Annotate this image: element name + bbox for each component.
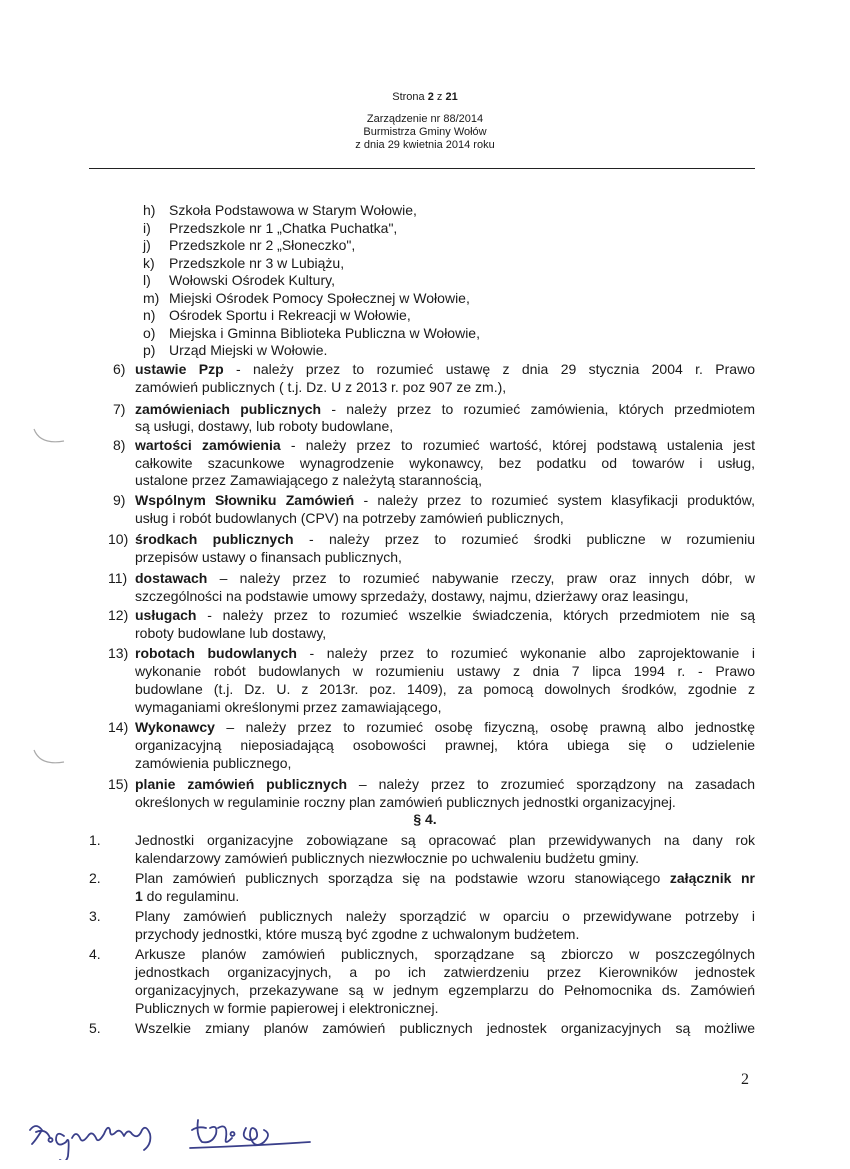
definition-term: Wykonawcy bbox=[135, 719, 215, 735]
definition-line: planie zamówień publicznych – należy przez to zrozumieć sporządzony na zasadach bbox=[135, 776, 755, 792]
paragraph-line: Plan zamówień publicznych sporządza się na podstawie wzoru stanowiącego załącznik nr bbox=[135, 870, 755, 886]
paragraph-number: 4. bbox=[89, 946, 101, 962]
unit-text: Miejska i Gminna Biblioteka Publiczna w Wołowie, bbox=[169, 325, 480, 341]
definition-line: ustalone przez Zamawiającego z należytą starannością, bbox=[135, 472, 483, 488]
definition-line: wartości zamówienia - należy przez to rozumieć wartość, której podstawą ustalenia jest bbox=[135, 437, 755, 453]
definition-line: przepisów ustawy o finansach publicznych, bbox=[135, 549, 402, 565]
definition-line: roboty budowlane lub dostawy, bbox=[135, 625, 327, 641]
unit-text: Wołowski Ośrodek Kultury, bbox=[169, 272, 335, 288]
definition-line: usług i robót budowlanych (CPV) na potrzeby zamówień publicznych, bbox=[135, 510, 564, 526]
unit-text: Miejski Ośrodek Pomocy Społecznej w Wołowie, bbox=[169, 290, 470, 306]
definition-term: usługach bbox=[135, 607, 197, 623]
paragraph-line: Arkusze planów zamówień publicznych, sporządzane są zbiorczo w poszczególnych bbox=[135, 946, 755, 962]
page-separator: z bbox=[436, 91, 443, 103]
paragraph-number: 5. bbox=[89, 1020, 101, 1036]
page-total: 21 bbox=[445, 91, 458, 103]
punch-hole-mark bbox=[30, 425, 70, 449]
definition-term: środkach publicznych bbox=[135, 531, 294, 547]
definition-term: wartości zamówienia bbox=[135, 437, 281, 453]
paragraph-line: organizacyjnych, przekazywane są w jednym egzemplarzu do Pełnomocnika ds. Zamówień bbox=[135, 982, 755, 998]
page-label: Strona bbox=[392, 91, 425, 103]
definition-line: Wykonawcy – należy przez to rozumieć osobę fizyczną, osobę prawną albo jednostkę bbox=[135, 719, 755, 735]
definition-line: ustawie Pzp - należy przez to rozumieć ustawę z dnia 29 stycznia 2004 r. Prawo bbox=[135, 361, 755, 377]
unit-text: Przedszkole nr 1 „Chatka Puchatka", bbox=[169, 220, 398, 236]
definition-line: szczególności na podstawie umowy sprzedaży, dostawy, najmu, dzierżawy oraz leasingu, bbox=[135, 588, 689, 604]
definition-line: środkach publicznych - należy przez to rozumieć środki publiczne w rozumieniu bbox=[135, 531, 755, 547]
paragraph-line: Plany zamówień publicznych należy sporządzić w oparciu o przewidywane potrzeby i bbox=[135, 908, 755, 924]
definition-line: wymaganiami określonymi przez zamawiającego, bbox=[135, 699, 442, 715]
definition-line: zamówień publicznych ( t.j. Dz. U z 2013 r. poz 907 ze zm.), bbox=[135, 379, 507, 395]
page-counter bbox=[0, 91, 850, 104]
unit-text: Ośrodek Sportu i Rekreacji w Wołowie, bbox=[169, 307, 411, 323]
paragraph-line: Jednostki organizacyjne zobowiązane są opracować plan przewidywanych na dany rok bbox=[135, 832, 755, 848]
definition-number: 12) bbox=[108, 607, 129, 623]
definition-line: budowlane (t.j. Dz. U. z 2013r. poz. 1409), za pomocą dowolnych środków, zgodnie z bbox=[135, 681, 755, 697]
definition-number: 8) bbox=[113, 437, 126, 453]
punch-hole-mark bbox=[30, 746, 70, 770]
unit-label: o) bbox=[143, 325, 156, 341]
unit-text: Przedszkole nr 2 „Słoneczko", bbox=[169, 237, 356, 253]
unit-label: k) bbox=[143, 255, 155, 271]
paragraph-line: przychody jednostki, które muszą być zgodne z uchwalonym budżetem. bbox=[135, 926, 580, 942]
unit-label: p) bbox=[143, 342, 156, 358]
paragraph-line: jednostkach organizacyjnych, a po ich zatwierdzeniu przez Kierowników jednostek bbox=[135, 964, 755, 980]
paragraph-number: 2. bbox=[89, 870, 101, 886]
definition-line: organizacyjną nieposiadającą osobowości prawnej, która ubiega się o udzielenie bbox=[135, 737, 755, 753]
order-date: z dnia 29 kwietnia 2014 roku bbox=[355, 139, 495, 151]
definition-number: 6) bbox=[113, 361, 126, 377]
paragraph-number: 1. bbox=[89, 832, 101, 848]
handwritten-signature bbox=[20, 1108, 320, 1160]
definition-line: zamówienia publicznego, bbox=[135, 755, 292, 771]
unit-label: n) bbox=[143, 307, 156, 323]
definition-line: usługach - należy przez to rozumieć wszelkie świadczenia, których przedmiotem nie są bbox=[135, 607, 755, 623]
definition-line: całkowite szacunkowe wynagrodzenie wykonawcy, bez podatku od towarów i usług, bbox=[135, 455, 755, 471]
paragraph-line: Publicznych w formie papierowej i elektronicznej. bbox=[135, 1000, 439, 1016]
definition-number: 14) bbox=[108, 719, 129, 735]
definition-term: ustawie Pzp bbox=[135, 361, 224, 377]
unit-label: i) bbox=[143, 220, 151, 236]
definition-line: Wspólnym Słowniku Zamówień - należy przez to rozumieć system klasyfikacji produktów, bbox=[135, 492, 755, 508]
unit-text: Przedszkole nr 3 w Lubiążu, bbox=[169, 255, 345, 271]
definition-number: 10) bbox=[108, 531, 129, 547]
header-rule bbox=[89, 168, 755, 169]
section-heading: § 4. bbox=[413, 811, 437, 827]
unit-label: h) bbox=[143, 202, 156, 218]
unit-text: Szkoła Podstawowa w Starym Wołowie, bbox=[169, 202, 417, 218]
paragraph-line: 1 do regulaminu. bbox=[135, 888, 240, 904]
definition-term: dostawach bbox=[135, 570, 208, 586]
definition-line: wykonanie robót budowlanych w rozumieniu ustawy z dnia 7 lipca 1994 r. - Prawo bbox=[135, 663, 755, 679]
definition-line: zamówieniach publicznych - należy przez to rozumieć zamówienia, których przedmiotem bbox=[135, 401, 755, 417]
attachment-ref: załącznik nr bbox=[669, 870, 755, 886]
unit-label: l) bbox=[143, 272, 151, 288]
order-number: Zarządzenie nr 88/2014 bbox=[366, 113, 484, 125]
unit-text: Urząd Miejski w Wołowie. bbox=[169, 342, 328, 358]
definition-term: zamówieniach publicznych bbox=[135, 401, 322, 417]
definition-line: określonych w regulaminie roczny plan zamówień publicznych jednostki organizacyjnej. bbox=[135, 794, 676, 810]
document-meta bbox=[0, 113, 850, 152]
paragraph-line: kalendarzowy zamówień publicznych niezwłocznie po uchwaleniu budżetu gminy. bbox=[135, 850, 640, 866]
definition-line: robotach budowlanych - należy przez to rozumieć wykonanie albo zaprojektowanie i bbox=[135, 645, 755, 661]
paragraph-number: 3. bbox=[89, 908, 101, 924]
definition-term: planie zamówień publicznych bbox=[135, 776, 348, 792]
paragraph-line: Wszelkie zmiany planów zamówień publicznych jednostek organizacyjnych są możliwe bbox=[135, 1020, 755, 1036]
definition-number: 7) bbox=[113, 401, 126, 417]
definition-number: 9) bbox=[113, 492, 126, 508]
issuer: Burmistrza Gminy Wołów bbox=[363, 126, 487, 138]
unit-label: m) bbox=[143, 290, 160, 306]
definition-number: 11) bbox=[108, 570, 128, 586]
page-number: 2 bbox=[741, 1071, 749, 1088]
unit-label: j) bbox=[143, 237, 151, 253]
definition-term: robotach budowlanych bbox=[135, 645, 297, 661]
definition-line: dostawach – należy przez to rozumieć nabywanie rzeczy, praw oraz innych dóbr, w bbox=[135, 570, 755, 586]
page-current: 2 bbox=[427, 91, 434, 103]
definition-line: są usługi, dostawy, lub roboty budowlane, bbox=[135, 418, 394, 434]
definition-number: 15) bbox=[108, 776, 129, 792]
definition-term: Wspólnym Słowniku Zamówień bbox=[135, 492, 355, 508]
definition-number: 13) bbox=[108, 645, 129, 661]
